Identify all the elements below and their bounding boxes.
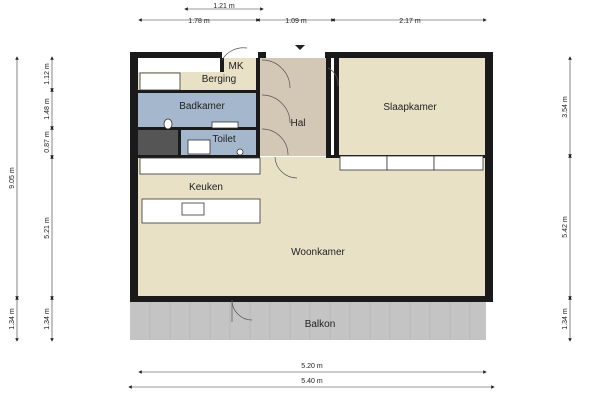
dim-left-total: 9.05 m (9, 167, 16, 189)
dim-left-berging: 1.12 m (44, 63, 51, 85)
room-label-badkamer: Badkamer (179, 101, 225, 112)
dim-right-woonkamer: 5.42 m (562, 216, 569, 238)
hal-floor (258, 58, 330, 156)
room-label-berging: Berging (201, 74, 237, 85)
entrance-arrow-icon (295, 45, 305, 50)
room-label-keuken: Keuken (189, 182, 223, 193)
room-label-balkon: Balkon (304, 319, 336, 330)
dim-right-balkon: 1.34 m (562, 308, 569, 330)
slaapkamer-wardrobe (340, 156, 483, 170)
dim-top-mid: 1.09 m (285, 18, 307, 25)
room-label-toilet: Toilet (212, 134, 236, 145)
dark-block (138, 130, 178, 156)
dim-left-badkamer: 1.48 m (44, 98, 51, 120)
dim-top-left: 1.78 m (188, 18, 210, 25)
woonkamer-floor (138, 157, 485, 297)
berging-unit (140, 73, 180, 90)
dim-right-slaapkamer: 3.54 m (562, 96, 569, 118)
dim-left-balkon-outer: 1.34 m (9, 308, 16, 330)
dim-left-balkon-inner: 1.34 m (44, 308, 51, 330)
room-label-slaapkamer: Slaapkamer (383, 102, 437, 113)
room-label-hal: Hal (290, 118, 306, 129)
dim-bottom-outer: 5.40 m (301, 378, 323, 385)
dim-left-woonkamer: 5.21 m (44, 217, 51, 239)
dim-top-total: 1.21 m (213, 3, 235, 10)
room-label-woonkamer: Woonkamer (291, 247, 345, 258)
room-label-mk: MK (228, 61, 244, 72)
dim-left-toilet: 0.87 m (44, 131, 51, 153)
dim-bottom-inner: 5.20 m (301, 363, 323, 370)
dim-top-right: 2.17 m (399, 18, 421, 25)
